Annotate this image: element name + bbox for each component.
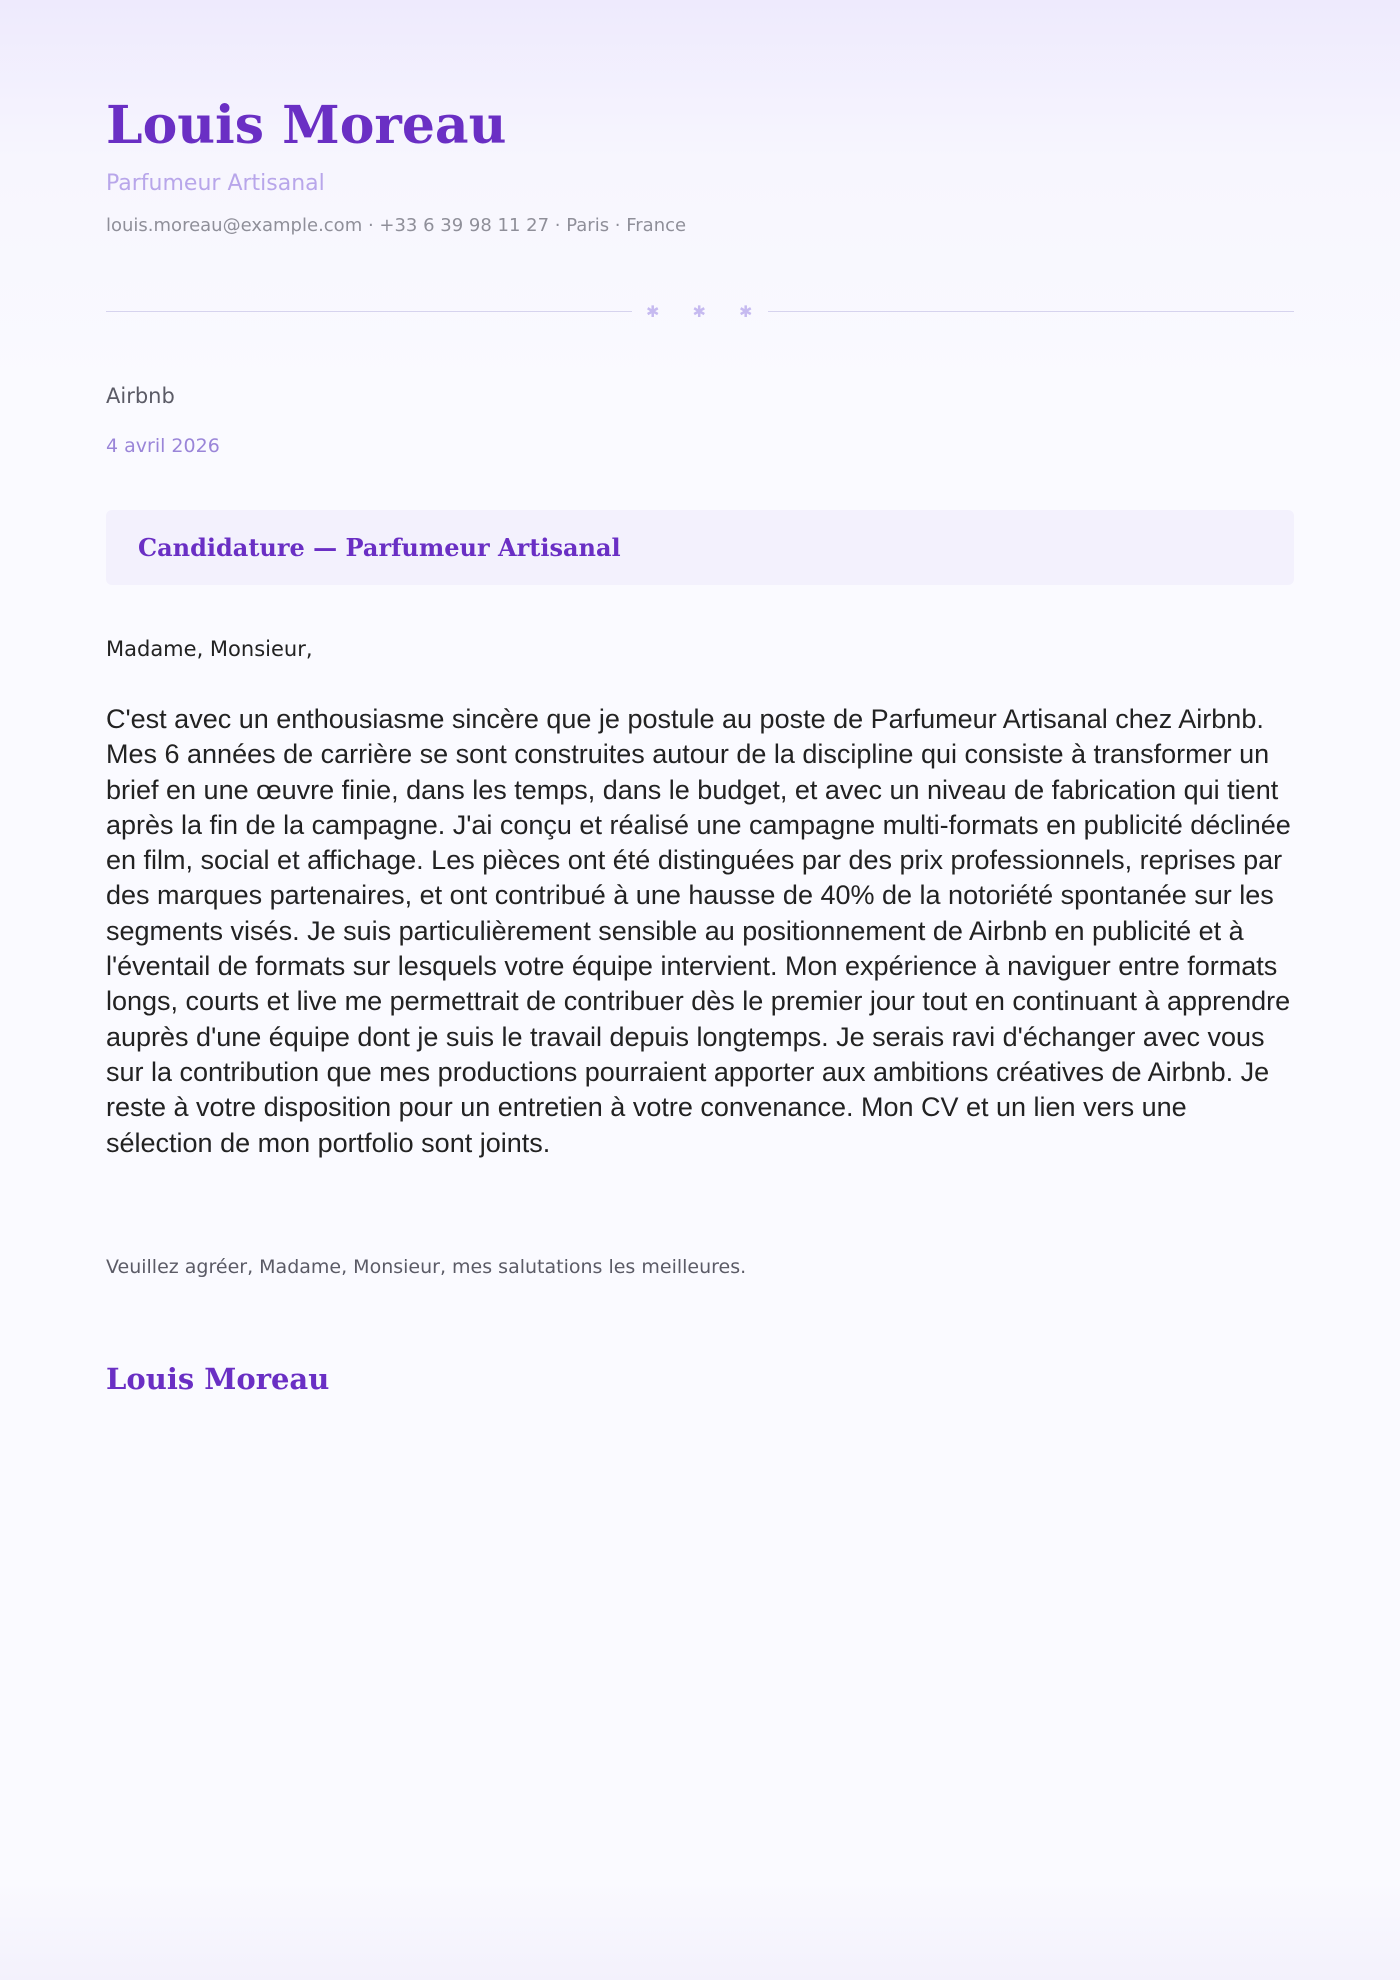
- subject-line: Candidature — Parfumeur Artisanal: [138, 533, 621, 562]
- closing-formula: Veuillez agréer, Madame, Monsieur, mes salutations les meilleures.: [106, 1256, 747, 1278]
- subject-banner: [106, 510, 1294, 585]
- letter-body: C'est avec un enthousiasme sincère que je postule au poste de Parfumeur Artisanal chez Airbnb. Mes 6 années de carrière se sont construites autour de la discipline qui consiste à transformer un brief en une œuvre finie, dans les temps, dans le budget, et avec un niveau de fabrication qui tient après la fin de la campagne. J'ai conçu et réalisé une campagne multi-formats en publicité déclinée en film, social et affichage. Les pièces ont été distinguées par des prix professionnels, reprises par des marques partenaires, et ont contribué à une hausse de 40% de la notoriété spontanée sur les segments visés. Je suis particulièrement sensible au positionnement de Airbnb en publicité et à l'éventail de formats sur lesquels votre équipe intervient. Mon expérience à naviguer entre formats longs, courts et live me permettrait de contribuer dès le premier jour tout en continuant à apprendre auprès d'une équipe dont je suis le travail depuis longtemps. Je serais ravi d'échanger avec vous sur la contribution que mes productions pourraient apporter aux ambitions créatives de Airbnb. Je reste à votre disposition pour un entretien à votre convenance. Mon CV et un lien vers une sélection de mon portfolio sont joints.: [106, 704, 1291, 1158]
- ornamental-divider: [106, 300, 1294, 324]
- letter-date: 4 avril 2026: [106, 435, 220, 457]
- recipient-company: Airbnb: [106, 384, 175, 408]
- signature: Louis Moreau: [106, 1362, 330, 1396]
- contact-line: louis.moreau@example.com · +33 6 39 98 11 27 · Paris · France: [106, 215, 687, 236]
- asterisk-ornament-icon: ✱ ✱ ✱: [646, 302, 767, 321]
- salutation: Madame, Monsieur,: [106, 637, 313, 661]
- divider-line-right: [768, 311, 1294, 312]
- applicant-name: Louis Moreau: [106, 95, 507, 156]
- divider-line-left: [106, 311, 632, 312]
- applicant-role: Parfumeur Artisanal: [106, 171, 325, 196]
